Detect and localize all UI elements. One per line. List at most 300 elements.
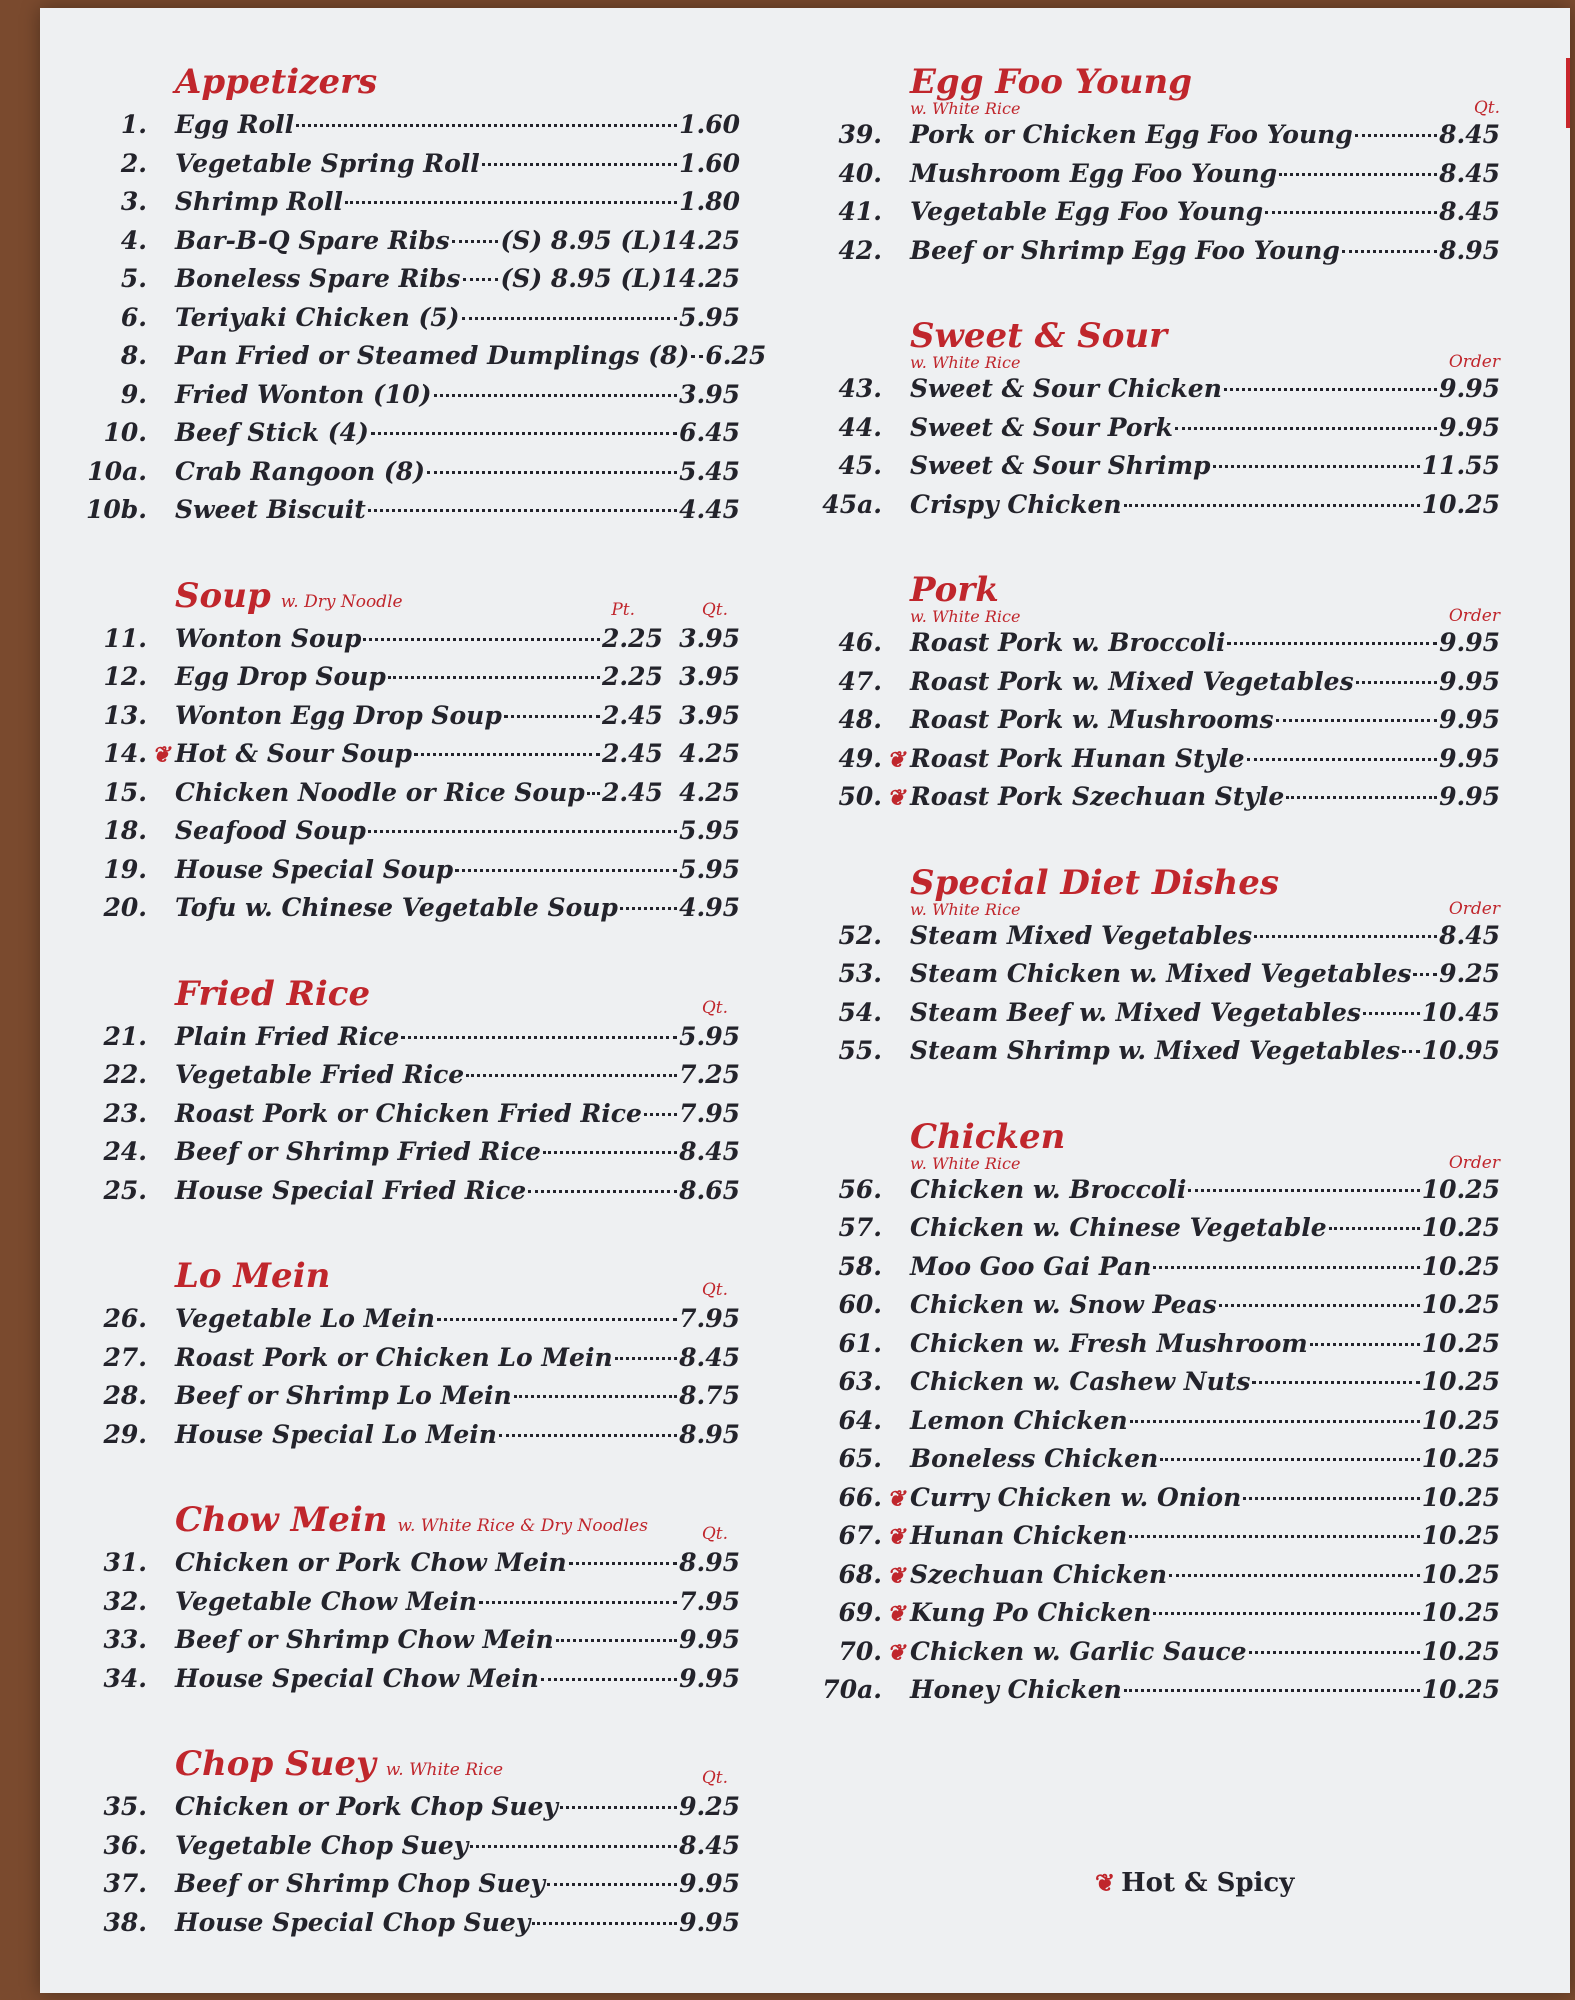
item-number: 36. xyxy=(103,1830,147,1860)
item-name: Roast Pork w. Mixed Vegetables xyxy=(910,666,1354,696)
item-price: 8.95 xyxy=(679,1548,740,1577)
menu-item xyxy=(75,1869,740,1908)
item-name: Beef or Shrimp Lo Mein xyxy=(175,1381,512,1410)
item-number: 66. xyxy=(838,1482,882,1512)
item-price: 9.95 xyxy=(679,1907,740,1937)
item-price: 8.45 xyxy=(679,1342,740,1372)
menu-item xyxy=(810,1560,1500,1599)
menu-item xyxy=(810,998,1500,1037)
section-title-text: Special Diet Dishes xyxy=(910,862,1279,903)
column-header-price: Qt. xyxy=(701,997,728,1018)
hot-spicy-icon: ❦ xyxy=(886,1562,906,1589)
dot-leader xyxy=(547,1883,677,1886)
section-title xyxy=(175,1256,330,1296)
item-number: 11. xyxy=(103,623,147,653)
item-name: Vegetable Egg Foo Young xyxy=(910,197,1264,226)
item-price: 10.25 xyxy=(1421,1521,1500,1550)
item-number: 58. xyxy=(838,1251,882,1281)
dot-leader xyxy=(528,1190,677,1193)
item-price: 5.95 xyxy=(679,302,740,332)
dot-leader xyxy=(1363,1012,1420,1015)
item-number: 33. xyxy=(103,1625,147,1654)
menu-item xyxy=(75,418,740,457)
section-title xyxy=(175,1744,503,1784)
item-name: Roast Pork w. Mushrooms xyxy=(910,705,1274,734)
item-price: 1.80 xyxy=(679,187,740,216)
menu-item xyxy=(810,782,1500,821)
item-price: 9.95 xyxy=(1439,743,1500,773)
section-title xyxy=(175,1500,648,1540)
item-name: Vegetable Spring Roll xyxy=(175,148,480,178)
item-number: 29. xyxy=(103,1419,147,1449)
item-number: 44. xyxy=(838,412,882,442)
item-number: 37. xyxy=(103,1869,147,1898)
menu-item xyxy=(75,624,740,663)
item-name: Beef or Shrimp Chop Suey xyxy=(175,1869,546,1898)
item-price: 7.95 xyxy=(679,1098,740,1128)
dot-leader xyxy=(1153,1266,1419,1269)
menu-item xyxy=(810,1406,1500,1445)
section-header xyxy=(810,861,1500,919)
item-price: 7.95 xyxy=(679,1304,740,1333)
item-name: Honey Chicken xyxy=(910,1675,1122,1704)
section-title xyxy=(175,576,403,616)
dot-leader xyxy=(1355,134,1437,137)
menu-item xyxy=(75,149,740,188)
menu-item xyxy=(75,662,740,701)
menu-item xyxy=(810,705,1500,744)
item-number: 5. xyxy=(120,264,147,293)
dot-leader xyxy=(414,753,600,756)
item-price-pint: 2.45 xyxy=(602,700,663,730)
item-price: 9.95 xyxy=(1439,628,1500,657)
left-column xyxy=(75,60,767,1986)
column-header-price: Order xyxy=(1448,1152,1500,1173)
menu-page xyxy=(40,8,1570,1993)
section-note: w. White Rice & Dry Noodles xyxy=(397,1516,648,1536)
item-name: Beef or Shrimp Chow Mein xyxy=(175,1625,554,1654)
menu-item xyxy=(75,1664,740,1703)
item-price: 9.25 xyxy=(679,1792,740,1821)
item-name: Chicken w. Broccoli xyxy=(910,1174,1187,1204)
dot-leader xyxy=(427,471,677,474)
menu-item xyxy=(810,374,1500,413)
section-header xyxy=(75,1254,740,1304)
section-title xyxy=(910,316,1167,356)
item-name: Hunan Chicken xyxy=(910,1521,1128,1550)
menu-item xyxy=(75,1137,740,1176)
dot-leader xyxy=(452,240,499,243)
menu-item xyxy=(810,921,1500,960)
item-price: 10.25 xyxy=(1421,489,1500,519)
column-header-price: Qt. xyxy=(701,1524,728,1544)
item-number: 57. xyxy=(838,1213,882,1242)
menu-item xyxy=(810,959,1500,998)
menu-section-pork xyxy=(810,568,1500,821)
item-name: Vegetable Fried Rice xyxy=(175,1060,465,1089)
item-price: 5.95 xyxy=(679,854,740,884)
item-price: 4.95 xyxy=(679,893,740,922)
item-number: 53. xyxy=(838,959,882,988)
item-number: 65. xyxy=(838,1444,882,1473)
item-name: Seafood Soup xyxy=(175,816,366,845)
item-name: Vegetable Chow Mein xyxy=(175,1586,477,1616)
item-number: 2. xyxy=(120,148,147,178)
item-number: 40. xyxy=(838,158,882,188)
item-number: 70a. xyxy=(822,1675,882,1704)
menu-item xyxy=(810,1367,1500,1406)
item-name: Bar-B-Q Spare Ribs xyxy=(175,225,450,255)
item-price: 4.25 xyxy=(679,777,740,807)
page-edge-stripe xyxy=(1566,58,1570,128)
dot-leader xyxy=(541,1678,677,1681)
dot-leader xyxy=(615,1357,677,1360)
section-header xyxy=(810,568,1500,626)
menu-item xyxy=(810,1036,1500,1075)
menu-item xyxy=(810,159,1500,198)
menu-item xyxy=(810,236,1500,275)
item-number: 64. xyxy=(838,1405,882,1435)
item-name: Roast Pork or Chicken Lo Mein xyxy=(175,1342,613,1372)
dot-leader xyxy=(620,907,677,910)
menu-item xyxy=(810,1444,1500,1483)
section-title-text: Appetizers xyxy=(175,62,378,102)
menu-section-chow-mein xyxy=(75,1498,740,1702)
dot-leader xyxy=(1402,1050,1420,1053)
item-number: 12. xyxy=(103,662,147,691)
item-number: 3. xyxy=(120,187,147,216)
hot-spicy-icon: ❦ xyxy=(151,742,171,768)
menu-item xyxy=(75,855,740,894)
dot-leader xyxy=(1265,211,1437,214)
item-number: 61. xyxy=(838,1328,882,1358)
item-price: 3.95 xyxy=(679,662,740,691)
item-price: 11.55 xyxy=(1421,451,1500,480)
dot-leader xyxy=(644,1113,677,1116)
menu-item xyxy=(75,110,740,149)
dot-leader xyxy=(1286,796,1437,799)
dot-leader xyxy=(569,1562,677,1565)
item-price: 5.95 xyxy=(679,1021,740,1051)
item-price: 10.25 xyxy=(1421,1444,1500,1473)
section-note: w. White Rice xyxy=(385,1760,504,1780)
dot-leader xyxy=(388,676,600,679)
item-price: 10.25 xyxy=(1421,1251,1500,1281)
dot-leader xyxy=(479,1601,677,1604)
menu-item xyxy=(75,893,740,932)
item-number: 56. xyxy=(838,1174,882,1204)
item-number: 22. xyxy=(103,1060,147,1089)
hot-spicy-icon: ❦ xyxy=(1095,1868,1116,1897)
menu-item xyxy=(810,451,1500,490)
dot-leader xyxy=(543,1151,677,1154)
menu-item xyxy=(75,778,740,817)
item-name: House Special Lo Mein xyxy=(175,1419,497,1449)
item-name: Chicken w. Snow Peas xyxy=(910,1290,1217,1319)
item-price: 10.25 xyxy=(1421,1636,1500,1666)
dot-leader xyxy=(1153,1612,1419,1615)
section-header xyxy=(75,60,740,110)
item-name: Boneless Spare Ribs xyxy=(175,264,461,293)
item-price: 9.25 xyxy=(1439,959,1500,988)
item-price: 6.25 xyxy=(705,341,767,370)
item-price: 10.25 xyxy=(1421,1174,1500,1204)
menu-item xyxy=(75,1060,740,1099)
dot-leader xyxy=(1227,642,1437,645)
dot-leader xyxy=(1342,250,1437,253)
menu-item xyxy=(810,1213,1500,1252)
menu-item xyxy=(75,303,740,342)
dot-leader xyxy=(1188,1189,1419,1192)
item-name: House Special Fried Rice xyxy=(175,1175,527,1205)
item-name: Vegetable Lo Mein xyxy=(175,1304,435,1333)
item-name: Beef or Shrimp Fried Rice xyxy=(175,1137,541,1166)
item-number: 45. xyxy=(838,451,882,480)
menu-item xyxy=(75,187,740,226)
menu-item xyxy=(75,1420,740,1459)
item-price-pint: 2.45 xyxy=(602,777,663,807)
item-number: 10. xyxy=(103,418,147,447)
dot-leader xyxy=(1279,173,1437,176)
item-name: Steam Shrimp w. Mixed Vegetables xyxy=(910,1036,1401,1065)
menu-item xyxy=(810,628,1500,667)
item-number: 41. xyxy=(838,197,882,226)
item-number: 28. xyxy=(103,1381,147,1410)
item-name: Teriyaki Chicken (5) xyxy=(175,302,460,332)
item-size-prices: (S) 8.95 (L)14.25 xyxy=(500,225,740,255)
item-price: 9.95 xyxy=(679,1625,740,1654)
menu-section-lo-mein xyxy=(75,1254,740,1458)
item-price: 10.95 xyxy=(1421,1036,1500,1065)
item-name: Hot & Sour Soup xyxy=(175,739,412,768)
item-name: House Special Chop Suey xyxy=(175,1907,531,1937)
dot-leader xyxy=(401,1036,677,1039)
item-name: Plain Fried Rice xyxy=(175,1021,400,1051)
section-title xyxy=(910,1117,1065,1157)
item-name: Szechuan Chicken xyxy=(910,1559,1168,1589)
menu-section-special-diet xyxy=(810,861,1500,1075)
item-price: 9.95 xyxy=(1439,374,1500,403)
dot-leader xyxy=(368,830,677,833)
menu-item xyxy=(810,1329,1500,1368)
item-number: 1. xyxy=(120,110,147,139)
item-name: Boneless Chicken xyxy=(910,1444,1159,1473)
item-name: Egg Drop Soup xyxy=(175,662,386,691)
dot-leader xyxy=(504,715,600,718)
item-number: 10b. xyxy=(86,495,147,524)
menu-section-fried-rice xyxy=(75,972,740,1215)
dot-leader xyxy=(556,1639,677,1642)
item-name: Sweet & Sour Pork xyxy=(910,412,1173,442)
item-number: 8. xyxy=(120,341,147,370)
menu-item xyxy=(75,1381,740,1420)
menu-section-soup xyxy=(75,574,740,932)
item-name: Steam Beef w. Mixed Vegetables xyxy=(910,997,1361,1027)
section-header xyxy=(75,1742,740,1792)
section-subtitle: w. White Rice xyxy=(910,99,1021,118)
item-price: 10.45 xyxy=(1421,997,1500,1027)
item-name: Crispy Chicken xyxy=(910,489,1122,519)
dot-leader xyxy=(296,124,677,127)
item-number: 23. xyxy=(103,1098,147,1128)
item-price: 10.25 xyxy=(1421,1328,1500,1358)
item-number: 50. xyxy=(838,782,882,811)
menu-item xyxy=(75,1022,740,1061)
spicy-legend xyxy=(1095,1868,1294,1898)
item-number: 38. xyxy=(103,1907,147,1937)
item-name: Shrimp Roll xyxy=(175,187,343,216)
dot-leader xyxy=(1252,1381,1419,1384)
section-title-text: Egg Foo Young xyxy=(910,62,1192,102)
menu-item xyxy=(810,667,1500,706)
section-subtitle: w. White Rice xyxy=(910,607,1021,626)
right-column xyxy=(810,60,1500,1754)
dot-leader xyxy=(1129,1535,1419,1538)
dot-leader xyxy=(532,1922,677,1925)
item-price: 10.25 xyxy=(1421,1675,1500,1704)
menu-item xyxy=(810,1521,1500,1560)
dot-leader xyxy=(1175,427,1437,430)
item-name: Steam Chicken w. Mixed Vegetables xyxy=(910,959,1412,988)
menu-item xyxy=(75,226,740,265)
dot-leader xyxy=(1276,719,1438,722)
item-price: 3.95 xyxy=(679,379,740,409)
item-name: Chicken or Pork Chop Suey xyxy=(175,1792,559,1821)
item-name: Lemon Chicken xyxy=(910,1405,1128,1435)
section-subtitle: w. White Rice xyxy=(910,353,1021,372)
item-number: 55. xyxy=(838,1036,882,1065)
section-title-text: Sweet & Sour xyxy=(910,316,1168,356)
item-price: 8.45 xyxy=(679,1137,740,1166)
menu-section-chop-suey xyxy=(75,1742,740,1946)
item-name: Pork or Chicken Egg Foo Young xyxy=(910,120,1353,149)
hot-spicy-icon: ❦ xyxy=(886,1639,906,1666)
column-header-price: Qt. xyxy=(701,1768,728,1788)
menu-item xyxy=(75,1625,740,1664)
item-number: 18. xyxy=(103,816,147,845)
item-price: 10.25 xyxy=(1421,1598,1500,1627)
dot-leader xyxy=(1130,1420,1420,1423)
item-number: 49. xyxy=(838,743,882,773)
item-price: 8.45 xyxy=(1439,920,1500,950)
menu-item xyxy=(75,1792,740,1831)
item-price: 3.95 xyxy=(679,623,740,653)
item-number: 54. xyxy=(838,997,882,1027)
item-price: 7.95 xyxy=(679,1586,740,1616)
menu-item xyxy=(75,380,740,419)
item-name: Roast Pork w. Broccoli xyxy=(910,628,1226,657)
dot-leader xyxy=(1243,1497,1419,1500)
dot-leader xyxy=(1224,388,1437,391)
item-name: Crab Rangoon (8) xyxy=(175,456,425,486)
item-name: Kung Po Chicken xyxy=(910,1598,1152,1627)
menu-section-appetizers xyxy=(75,60,767,534)
section-header xyxy=(810,1115,1500,1173)
item-price: 3.95 xyxy=(679,700,740,730)
dot-leader xyxy=(560,1806,677,1809)
menu-item xyxy=(75,1548,740,1587)
dot-leader xyxy=(437,1318,677,1321)
dot-leader xyxy=(1160,1458,1419,1461)
item-price: 8.45 xyxy=(1439,158,1500,188)
hot-spicy-icon: ❦ xyxy=(886,746,906,773)
item-price: 4.25 xyxy=(679,739,740,768)
item-price: 8.95 xyxy=(1439,235,1500,265)
item-number: 43. xyxy=(838,374,882,403)
item-number: 34. xyxy=(103,1663,147,1693)
menu-item xyxy=(75,1831,740,1870)
item-name: Chicken w. Garlic Sauce xyxy=(910,1636,1247,1666)
item-name: Chicken w. Fresh Mushroom xyxy=(910,1328,1308,1358)
hot-spicy-icon: ❦ xyxy=(886,1524,906,1550)
item-name: Wonton Soup xyxy=(175,623,362,653)
item-number: 69. xyxy=(838,1598,882,1627)
menu-item xyxy=(810,120,1500,159)
item-price-pint: 2.25 xyxy=(602,662,663,691)
item-number: 48. xyxy=(838,705,882,734)
dot-leader xyxy=(434,394,678,397)
item-price-pint: 2.25 xyxy=(602,623,663,653)
item-name: Fried Wonton (10) xyxy=(175,379,432,409)
item-price: 8.45 xyxy=(1439,120,1500,149)
dot-leader xyxy=(466,1074,677,1077)
column-header-price: Qt. xyxy=(1473,98,1500,118)
section-title xyxy=(175,974,370,1014)
menu-item xyxy=(75,495,740,534)
dot-leader xyxy=(587,792,600,795)
item-number: 52. xyxy=(838,920,882,950)
dot-leader xyxy=(499,1434,677,1437)
section-header xyxy=(75,972,740,1022)
item-number: 24. xyxy=(103,1137,147,1166)
dot-leader xyxy=(1124,1689,1420,1692)
item-price: 8.45 xyxy=(679,1830,740,1860)
menu-item xyxy=(810,413,1500,452)
item-price: 1.60 xyxy=(679,110,740,139)
item-number: 27. xyxy=(103,1342,147,1372)
item-price: 10.25 xyxy=(1421,1213,1500,1242)
item-name: Mushroom Egg Foo Young xyxy=(910,158,1278,188)
item-name: House Special Soup xyxy=(175,854,454,884)
dot-leader xyxy=(1310,1343,1420,1346)
item-price: 9.95 xyxy=(1439,412,1500,442)
item-number: 45a. xyxy=(822,489,882,519)
menu-item xyxy=(75,739,740,778)
item-name: Roast Pork Szechuan Style xyxy=(910,782,1285,811)
dot-leader xyxy=(1124,504,1420,507)
item-name: Beef Stick (4) xyxy=(175,418,369,447)
item-number: 25. xyxy=(103,1175,147,1205)
section-title-text: Pork xyxy=(910,570,999,610)
item-name: Chicken w. Cashew Nuts xyxy=(910,1367,1251,1396)
item-number: 21. xyxy=(103,1021,147,1051)
item-number: 15. xyxy=(103,777,147,807)
dot-leader xyxy=(1329,1227,1420,1230)
item-name: Vegetable Chop Suey xyxy=(175,1830,469,1860)
item-number: 6. xyxy=(120,302,147,332)
item-price: 10.25 xyxy=(1421,1367,1500,1396)
item-number: 39. xyxy=(838,120,882,149)
column-header-price: Order xyxy=(1448,606,1500,626)
menu-item xyxy=(810,1290,1500,1329)
item-size-prices: (S) 8.95 (L)14.25 xyxy=(500,264,740,293)
column-header-pint: Pt. xyxy=(611,599,635,620)
dot-leader xyxy=(482,163,677,166)
item-number: 47. xyxy=(838,666,882,696)
item-price: 10.25 xyxy=(1421,1290,1500,1319)
item-name: Pan Fried or Steamed Dumplings (8) xyxy=(175,341,690,370)
dot-leader xyxy=(1169,1574,1420,1577)
